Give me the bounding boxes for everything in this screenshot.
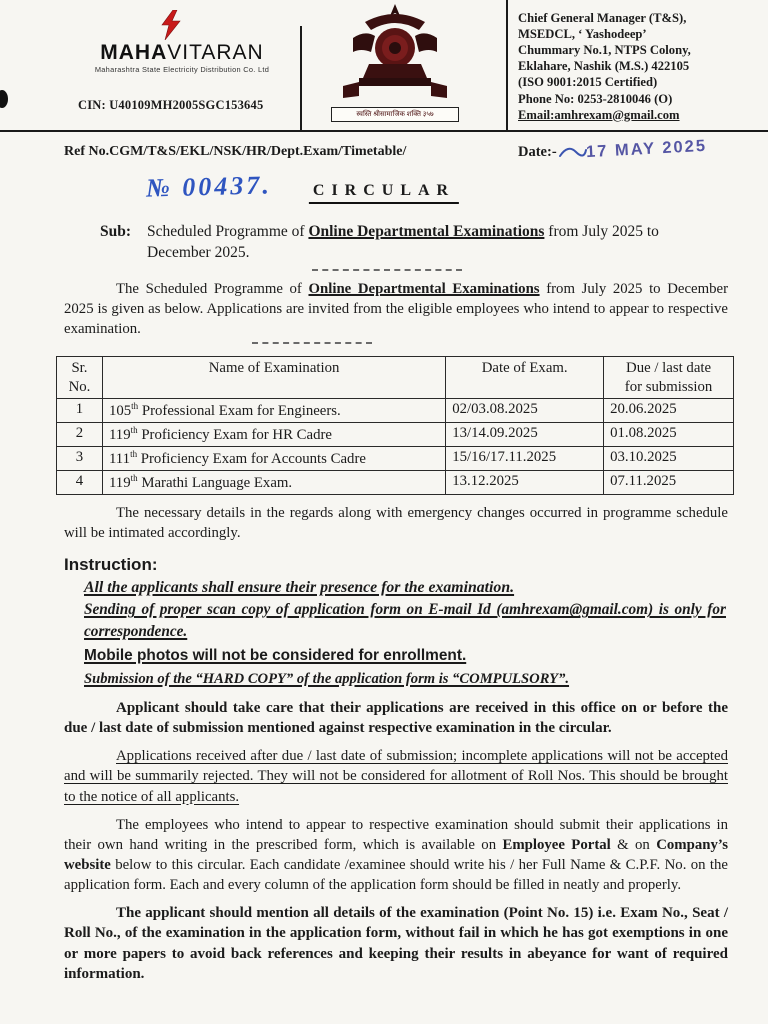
due-date-cell: 20.06.2025 [604,399,734,423]
sr-cell: 3 [57,446,103,470]
header-divider [506,0,508,130]
subject-part2: from July 2025 to December 2025. [147,223,659,261]
instruction-line-4: Submission of the “HARD COPY” of the application form is “COMPULSORY”. [84,670,570,687]
table-row [57,470,734,494]
exam-schedule-table [56,356,734,495]
col-header-date: Date of Exam. [446,357,604,399]
deadline-paragraph: Applicant should take care that their applications are received in this office on or before the due / last date of submission mentioned against respective examination in the circular. [64,699,728,736]
subject-highlight: Online Departmental Examinations [308,223,545,240]
subject-part1: Scheduled Programme of [147,223,309,240]
emblem [320,4,470,122]
brand-name [76,42,288,63]
instruction-line-3: Mobile photos will not be considered for enrollment. [84,646,467,664]
para1-part2: from July 2025 to December 2025 is given as below. Applications are invited from the eligible employees who intend to appear to respective examination. [64,280,728,338]
circular-heading: CIRCULAR [309,182,459,204]
date-label: Date:- [518,144,557,160]
emblem-motto: स्वस्ति श्रीसामाजिक शक्ति ३५७ [331,107,459,122]
exam-name-cell: 105th Professional Exam for Engineers. [102,399,445,423]
contact-line: MSEDCL, ‘ Yashodeep’ [518,27,647,42]
exemption-paragraph: The applicant should mention all details of the examination (Point No. 15) i.e. Exam No., Seat / Roll No., of the examination in the application form, without fail in which he has got exemptions in one or more papers to avoid back references and keeping their results in abeyance for want of required information. [64,905,728,983]
dashed-separator [252,342,372,344]
pen-scribble [558,142,588,164]
mahavitaran-logo [76,10,288,74]
para5-part2: & on [610,836,657,853]
para5-part3: below to this circular. Each candidate /examinee should write his / her Full Name & C.P.F. No. on the application form. Each and every column of the application form should be filled in neatly and properly. [64,856,728,893]
emblem-icon [335,4,455,100]
lightning-bolt-icon [160,10,182,40]
subject-text [147,222,724,264]
para1-highlight: Online Departmental Examinations [308,280,540,297]
exam-name-cell: 119th Proficiency Exam for HR Cadre [102,423,445,447]
exam-name-cell: 119th Marathi Language Exam. [102,470,445,494]
cin-number: CIN: U40109MH2005SGC153645 [78,98,264,112]
reference-row [0,136,768,170]
exam-date-cell: 02/03.08.2025 [446,399,604,423]
instruction-block [84,577,726,689]
contact-email: Email:amhrexam@gmail.com [518,107,680,122]
sr-cell: 1 [57,399,103,423]
intro-paragraph [64,279,728,339]
contact-line: Chummary No.1, NTPS Colony, [518,43,691,58]
header-divider [300,26,302,130]
exam-date-cell: 15/16/17.11.2025 [446,446,604,470]
brand-maha: MAHA [100,41,168,64]
application-form-paragraph [64,815,728,895]
instruction-heading: Instruction: [64,555,158,575]
circular-number-handwritten: № 00437. [145,170,273,203]
table-row [57,399,734,423]
col-header-sr: Sr. No. [57,357,103,399]
contact-line: Eklahare, Nashik (M.S.) 422105 [518,59,690,74]
due-date-cell: 01.08.2025 [604,423,734,447]
details-paragraph: The necessary details in the regards along with emergency changes occurred in programme schedule will be intimated accordingly. [64,504,728,541]
scan-artifact [0,90,8,108]
brand-subtitle: Maharashtra State Electricity Distribution Co. Ltd [94,65,270,74]
exam-date-cell: 13.12.2025 [446,470,604,494]
employee-portal-text: Employee Portal [502,836,611,853]
contact-line: Chief General Manager (T&S), [518,11,687,25]
para5-part1: The employees who intend to appear to respective examination should submit their applications in their own hand writing in the prescribed form, which is available on [64,816,728,853]
col-header-due: Due / last date for submission [604,357,734,399]
col-header-name: Name of Examination [102,357,445,399]
reference-number: Ref No.CGM/T&S/EKL/NSK/HR/Dept.Exam/Timetable/ [64,144,407,159]
dashed-separator [312,269,462,271]
rejection-paragraph: Applications received after due / last date of submission; incomplete applications will not be accepted and will be summarily rejected. They will not be considered for allotment of Roll Nos. This should be brought to the notice of all applicants. [64,748,728,805]
subject-line [100,222,724,264]
table-row [57,423,734,447]
company-website-text: Company’s website [64,836,729,873]
contact-block [518,10,764,123]
subject-label: Sub: [100,223,132,240]
contact-line: (ISO 9001:2015 Certified) [518,75,658,90]
table-row [57,446,734,470]
contact-line: Phone No: 0253-2810046 (O) [518,91,673,106]
sr-cell: 2 [57,423,103,447]
instruction-line-1: All the applicants shall ensure their presence for the examination. [84,579,515,597]
exam-date-cell: 13/14.09.2025 [446,423,604,447]
table-header-row [57,357,734,399]
instruction-line-2: Sending of proper scan copy of application form on E-mail Id (amhrexam@gmail.com) is only for correspondence. [84,601,726,641]
due-date-cell: 03.10.2025 [604,446,734,470]
exam-name-cell: 111th Proficiency Exam for Accounts Cadre [102,446,445,470]
sr-cell: 4 [57,470,103,494]
circular-title-row [0,172,768,216]
para1-part1: The Scheduled Programme of [116,280,309,297]
letterhead [0,0,768,132]
brand-vitaran: VITARAN [167,41,264,64]
due-date-cell: 07.11.2025 [604,470,734,494]
date-stamp: 17 MAY 2025 [585,136,708,162]
